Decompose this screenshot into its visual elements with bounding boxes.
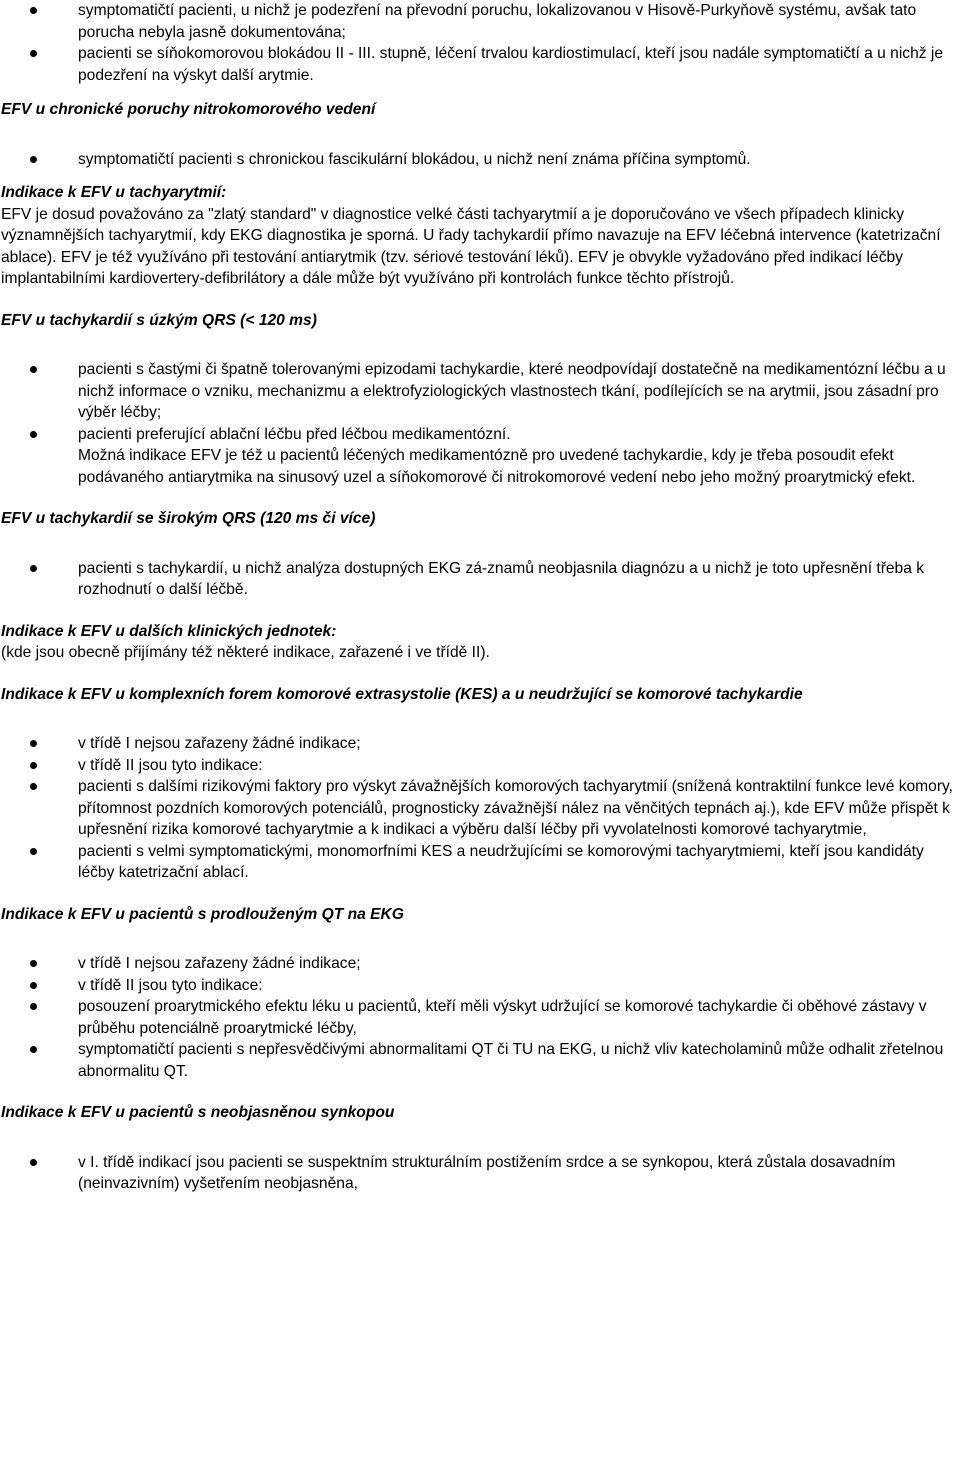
list-item-text: pacienti preferující ablační léčbu před léčbou medikamentózní.: [78, 425, 511, 443]
bullet-icon: [30, 366, 37, 373]
bullet-icon: [30, 7, 37, 14]
list-item-text: v třídě II jsou tyto indikace:: [78, 976, 263, 994]
list-item-text: symptomatičtí pacienti s nepřesvědčivými abnormalitami QT či TU na EKG, u nichž vliv katecholaminů může odhalit zřetelnou abnormalitu QT.: [78, 1041, 944, 1080]
list-item: [0, 975, 960, 997]
list-item: [0, 424, 960, 446]
list-item: [0, 733, 960, 755]
section-heading-wide: EFV u tachykardií se širokým QRS (120 ms či více): [1, 510, 376, 527]
list-item-text: pacienti s dalšími rizikovými faktory pro výskyt závažnějších komorových tachyarytmií (snížená kontraktilní funkce levé komory, přítomnost pozdních komorových potenciálů, prognosticky závažnější nález na věnčitých tepnách aj.), kde EFV může přispět k upřesnění rizika komorové tachyarytmie a k indikaci a výběru další léčby při vyvolatelnosti komorové tachyarytmie,: [78, 778, 953, 838]
paragraph-narrow-continuation: Možná indikace EFV je též u pacientů léčených medikamentózně pro uvedené tachykardie, kdy je třeba posoudit efekt podávaného antiarytmika na sinusový uzel a síňokomorové či nitrokomorové vedení nebo jeho možný proarytmický efekt.: [78, 447, 916, 486]
list-item: [0, 558, 960, 601]
list-item-text: v třídě I nejsou zařazeny žádné indikace;: [78, 955, 361, 972]
list-item: [0, 953, 960, 975]
list-item-text: v I. třídě indikací jsou pacienti se suspektním strukturálním postižením srdce a se synkopou, která zůstala dosavadním (neinvazivním) vyšetřením neobjasněna,: [78, 1153, 896, 1192]
section-heading-narrow: EFV u tachykardií s úzkým QRS (< 120 ms): [1, 311, 317, 329]
bullet-icon: [30, 431, 37, 438]
bullet-icon: [30, 960, 37, 967]
bullet-icon: [30, 762, 37, 769]
bullet-icon: [30, 565, 37, 572]
list-item-text: v třídě I nejsou zařazeny žádné indikace;: [78, 735, 361, 752]
bullet-icon: [30, 50, 37, 57]
list-item: [0, 43, 960, 86]
list-item-text: pacienti s tachykardií, u nichž analýza dostupných EKG zá-znamů neobjasnila diagnózu a u nichž je toto upřesnění třeba k rozhodnutí o další léčbě.: [78, 559, 925, 598]
list-item: [0, 841, 960, 884]
list-item: [0, 0, 960, 43]
section-heading-kes: Indikace k EFV u komplexních forem komorové extrasystolie (KES) a u neudržující se komorové tachykardie: [1, 685, 803, 703]
list-item: [0, 776, 960, 841]
list-item-text: symptomatičtí pacienti, u nichž je podezření na převodní poruchu, lokalizovanou v Hisově-Purkyňově systému, avšak tato porucha nebyla jasně dokumentována;: [78, 2, 917, 41]
paragraph-other: (kde jsou obecně přijímány též některé indikace, zařazené i ve třídě II).: [1, 644, 490, 661]
bullet-icon: [30, 1046, 37, 1053]
bullet-icon: [30, 783, 37, 790]
list-item-text: symptomatičtí pacienti s chronickou fascikulární blokádou, u nichž není známa příčina symptomů.: [78, 150, 751, 168]
bullet-icon: [30, 982, 37, 989]
bullet-icon: [30, 1159, 37, 1166]
list-item-text: pacienti s častými či špatně tolerovanými epizodami tachykardie, které neodpovídají dostatečně na medikamentózní léčbu a u nichž informace o vzniku, mechanizmu a elektrofyziologických vlastnostech tkání, podílejících se na arytmii, jsou zásadní pro výběr léčby;: [78, 361, 946, 421]
list-item-text: posouzení proarytmického efektu léku u pacientů, kteří měli výskyt udržující se komorové tachykardie či oběhové zástavy v průběhu potenciálně proarytmické léčby,: [78, 998, 927, 1037]
list-item: [0, 996, 960, 1039]
list-item: [0, 359, 960, 424]
bullet-icon: [30, 156, 37, 163]
paragraph-tachy: EFV je dosud považováno za "zlatý standard" v diagnostice velké části tachyarytmií a je doporučováno ve všech případech klinicky významnějších tachyarytmií, kdy EKG diagnostika je sporná. U řady tachykardií přímo navazuje na EFV léčebná intervence (katetrizační ablace). EFV je též využíváno při testování antiarytmik (tzv. sériové testování léků). EFV je obvykle vyžadováno před indikací léčby implantabilními kardiovertery-defibrilátory a dále může být využíváno při kontrolách funkce těchto přístrojů.: [1, 205, 941, 287]
list-item-text: v třídě II jsou tyto indikace:: [78, 756, 263, 774]
list-item: [0, 149, 960, 171]
list-item: [0, 1152, 960, 1195]
section-heading-chronic: EFV u chronické poruchy nitrokomorového vedení: [1, 101, 376, 118]
list-item-text: pacienti s velmi symptomatickými, monomorfními KES a neudržujícími se komorovými tachyarytmiemi, kteří jsou kandidáty léčby katetrizační ablací.: [78, 842, 924, 881]
section-heading-other: Indikace k EFV u dalších klinických jednotek:: [1, 622, 337, 640]
section-heading-tachy: Indikace k EFV u tachyarytmií:: [1, 184, 227, 201]
section-heading-syncope: Indikace k EFV u pacientů s neobjasněnou synkopou: [1, 1104, 395, 1121]
list-item: [0, 755, 960, 777]
list-item: [0, 1039, 960, 1082]
bullet-icon: [30, 848, 37, 855]
list-item-text: pacienti se síňokomorovou blokádou II - III. stupně, léčení trvalou kardiostimulací, kteří jsou nadále symptomatičtí a u nichž je podezření na výskyt další arytmie.: [78, 45, 944, 84]
bullet-icon: [30, 1003, 37, 1010]
section-heading-qt: Indikace k EFV u pacientů s prodlouženým QT na EKG: [1, 905, 404, 923]
bullet-icon: [30, 740, 37, 747]
